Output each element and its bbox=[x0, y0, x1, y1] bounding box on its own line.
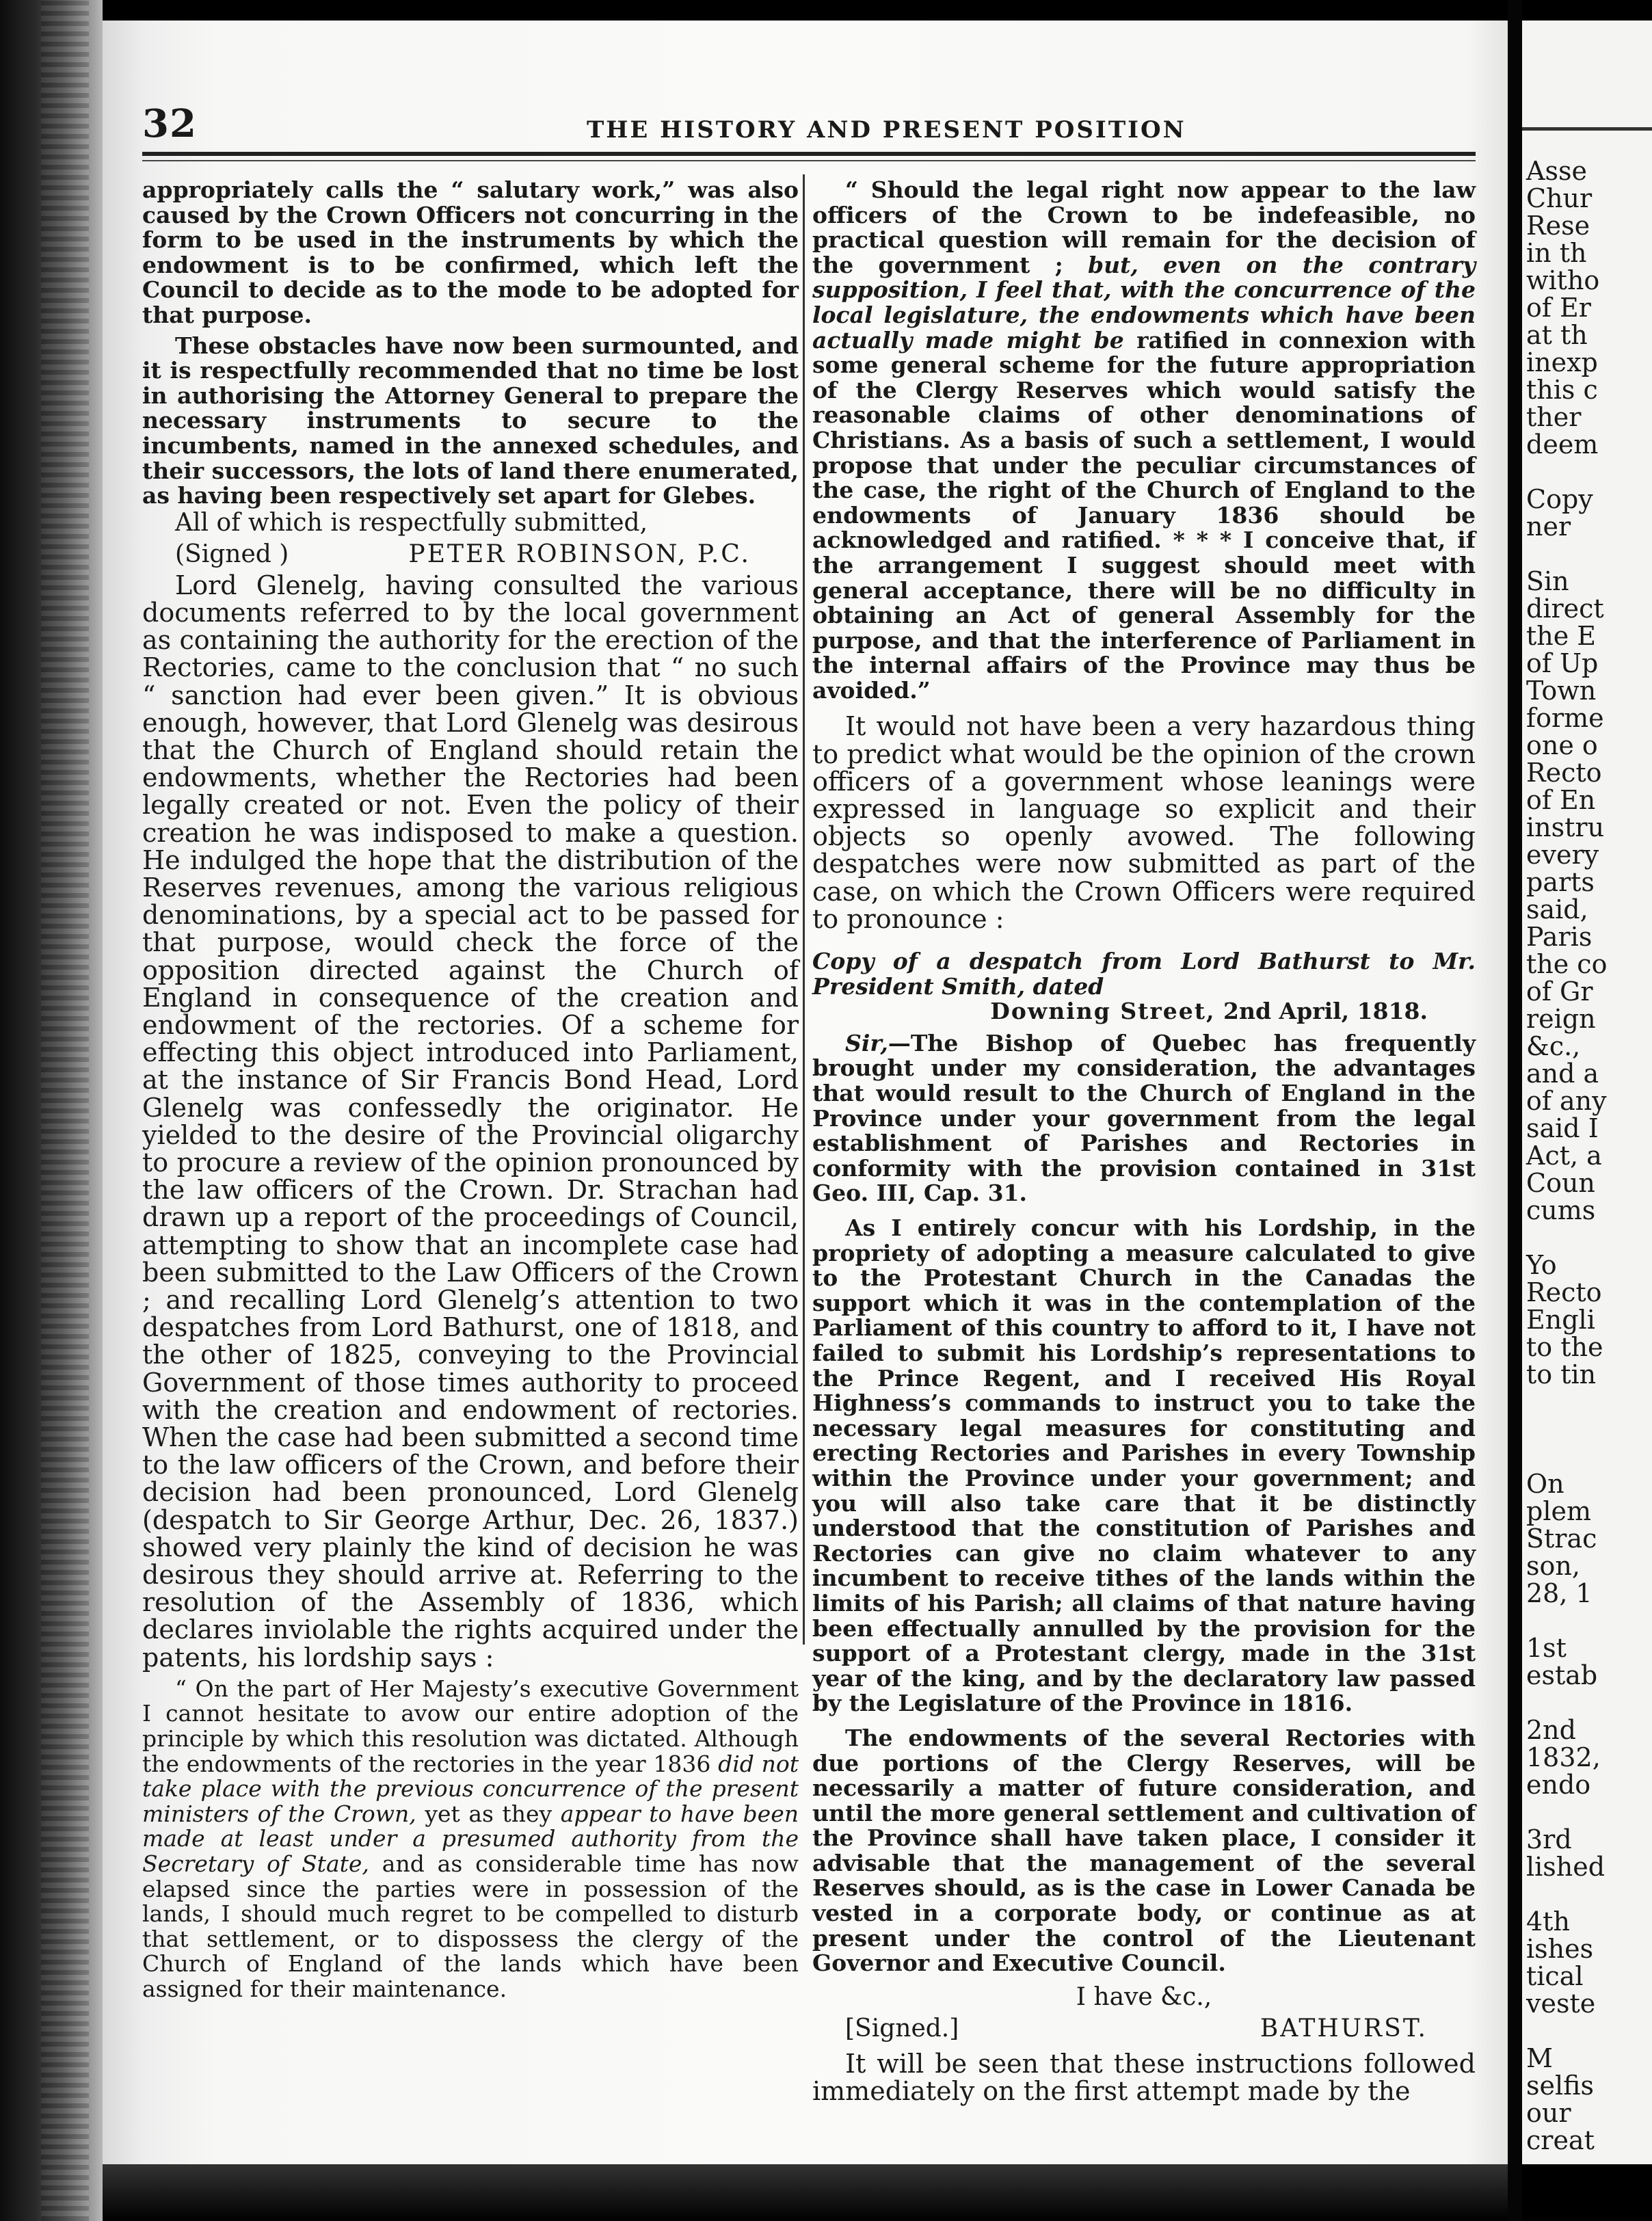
letter-signature-row bbox=[812, 2014, 1476, 2043]
letter-signatory: BATHURST. bbox=[1260, 2014, 1428, 2043]
next-page-line: Yo bbox=[1526, 1250, 1557, 1280]
next-page-line: M bbox=[1526, 2043, 1553, 2073]
next-page-line: ner bbox=[1526, 511, 1571, 542]
next-page-line: 3rd bbox=[1526, 1824, 1572, 1854]
letter-closing: I have &c., bbox=[1076, 1982, 1212, 2011]
next-page-line: Recto bbox=[1526, 758, 1602, 788]
next-page-line bbox=[1526, 1443, 1652, 1470]
next-page-line: Paris bbox=[1526, 922, 1593, 952]
next-page-line bbox=[1526, 458, 1652, 486]
paragraph-hazardous: It would not have been a very hazardous thing to predict what would be the opinion of the crown officers of a government whose leanings were expressed in language so explicit and their objects so openly avowed. The following despatches were now submitted as part of the case, on which the Crown Officers were required to pronounce : bbox=[812, 711, 1476, 934]
dateline-place: Downing Street, bbox=[990, 998, 1216, 1025]
quote-italic: did not take place with the previous concurrence of the present ministers of the Crown, bbox=[142, 1750, 799, 1827]
quote-text: “ Should the legal right now appear to the law officers of the Crown to be indefeasible, no practical question will remain for the decision of the government ; bbox=[812, 176, 1476, 278]
paragraph-obstacles: These obstacles have now been surmounted, and it is respectfully recommended that no time be lost in authorising the Attorney General to prepare the necessary instruments to secure to the incumbents, named in the annexed schedules, and their successors, the lots of land there enumerated, as having been respectively set apart for Glebes. bbox=[142, 332, 799, 509]
header-rule-thin bbox=[142, 160, 1476, 161]
next-page-line: witho bbox=[1526, 265, 1600, 295]
next-page-line: 1st bbox=[1526, 1633, 1567, 1663]
dateline-date: 2nd April, 1818. bbox=[1223, 998, 1428, 1025]
letter-signed-label: [Signed.] bbox=[845, 2014, 959, 2043]
letter-salutation: Sir, bbox=[845, 1029, 888, 1056]
next-page-line: at th bbox=[1526, 320, 1588, 350]
next-page-line: reign bbox=[1526, 1004, 1596, 1034]
next-page-line: to the bbox=[1526, 1332, 1603, 1362]
next-page-line: Act, a bbox=[1526, 1141, 1602, 1171]
paragraph-instructions: It will be seen that these instructions followed immediately on the first attempt made by the bbox=[812, 2048, 1476, 2107]
next-page-line: tical bbox=[1526, 1961, 1584, 1991]
next-page-line: Copy bbox=[1526, 484, 1593, 514]
quotation-continued bbox=[812, 178, 1476, 703]
letter-paragraph-2: As I entirely concur with his Lordship, in the propriety of adopting a measure calculated to give to the Protestant Church in the Canadas the support which it was in the contemplation of the Parliament of this country to afford to it, I have not failed to submit his Lordship’s representations to the Prince Regent, and I received His Royal Highness’s commands to instruct you to take the necessary legal measures for constituting and erecting Rectories and Parishes in every Township within the Province under your government; and you will also take care that it be distinctly understood that the constitution of Parishes and Rectories can give no claim whatever to any incumbent to receive tithes of the lands within the limits of his Parish; all claims of that nature having been effectually annulled by the provision for the support of a Protestant clergy, made in the 31st year of the king, and by the declaratory law passed by the Legislature of the Province in 1816. bbox=[812, 1214, 1476, 1717]
letter-text: —The Bishop of Quebec has frequently brought under my consideration, the advantages that would result to the Church of England in the Province under your government from the legal establishment of Parishes and Rectories in conformity with the provision contained in 31st Geo. III, Cap. 31. bbox=[812, 1029, 1476, 1207]
next-page-line: said, bbox=[1526, 894, 1588, 925]
quote-italic: but, even on the contrary supposition, I feel that, with the concurrence of the local legislature, the endowments which have been actually made might be bbox=[812, 251, 1476, 354]
next-page-line: every bbox=[1526, 840, 1599, 870]
next-page-line: the E bbox=[1526, 621, 1597, 651]
next-page-rule bbox=[1522, 127, 1652, 131]
signed-label: (Signed ) bbox=[175, 540, 289, 568]
next-page-line: Coun bbox=[1526, 1168, 1595, 1198]
next-page-line: in th bbox=[1526, 238, 1587, 268]
next-page-line: plem bbox=[1526, 1496, 1591, 1526]
next-page-line: the co bbox=[1526, 949, 1608, 979]
next-page-line: endo bbox=[1526, 1770, 1591, 1800]
next-page-line: 2nd bbox=[1526, 1715, 1576, 1745]
letter-paragraph-1 bbox=[812, 1031, 1476, 1206]
letter-paragraph-3: The endowments of the several Rectories with due portions of the Clergy Reserves, will be necessarily a matter of future consideration, and until the more general settlement and cultivation of the Province shall have taken place, I consider it advisable that the management of the several Reserves should, as is the case in Lower Canada be vested in a corporate body, or continue as at present under the control of the Lieutenant Governor and Executive Council. bbox=[812, 1724, 1476, 1977]
next-page-line: Asse bbox=[1526, 156, 1587, 186]
next-page-line: our bbox=[1526, 2098, 1571, 2128]
next-page-line: of Gr bbox=[1526, 976, 1593, 1007]
next-page-line bbox=[1526, 1224, 1652, 1251]
right-column bbox=[812, 178, 1476, 2105]
quote-text: “ On the part of Her Majesty’s executive Government I cannot hesitate to avow our entire adoption of the principle by which this resolution was dictated. Although the endowments of the rectories in the year 1836 bbox=[142, 1675, 799, 1777]
next-page-line bbox=[1526, 1415, 1652, 1443]
page-number: 32 bbox=[142, 101, 197, 146]
book-page bbox=[103, 21, 1508, 2164]
next-page-line: deem bbox=[1526, 429, 1599, 460]
next-page-line: estab bbox=[1526, 1660, 1598, 1690]
submitted-line: All of which is respectfully submitted, bbox=[175, 508, 648, 537]
quote-text: yet as they bbox=[416, 1800, 561, 1827]
running-title: THE HISTORY AND PRESENT POSITION bbox=[587, 116, 1186, 144]
next-page-line: Rese bbox=[1526, 211, 1590, 241]
next-page-line: of Up bbox=[1526, 648, 1599, 678]
next-page-line: On bbox=[1526, 1469, 1564, 1499]
next-page-line bbox=[1526, 1607, 1652, 1634]
next-page-line: one o bbox=[1526, 730, 1598, 760]
next-page-line: son, bbox=[1526, 1551, 1580, 1581]
next-page-line: Engli bbox=[1526, 1305, 1595, 1335]
paragraph-continued: appropriately calls the “ salutary work,” was also caused by the Crown Officers not concurring in the form to be used in the instruments by which the endowment is to be confirmed, which left the Council to decide as to the mode to be adopted for that purpose. bbox=[142, 176, 799, 328]
signature-block bbox=[142, 509, 799, 569]
quotation-glenelg bbox=[142, 1677, 799, 2002]
left-column bbox=[142, 178, 799, 2002]
next-page-line: ishes bbox=[1526, 1934, 1594, 1964]
despatch-caption: Copy of a despatch from Lord Bathurst to Mr. President Smith, dated bbox=[812, 948, 1476, 1000]
next-page-line bbox=[1526, 1880, 1652, 1908]
next-page-line bbox=[1526, 1388, 1652, 1415]
next-page-text bbox=[1526, 157, 1652, 2154]
next-page-line: veste bbox=[1526, 1989, 1596, 2019]
quote-text: and as considerable time has now elapsed since the parties were in possession of the lands, I should much regret to be compelled to disturb that settlement, or to dispossess the clergy of the Church of England of the lands which have been assigned for their maintenance. bbox=[142, 1850, 799, 2002]
next-page-line: Recto bbox=[1526, 1277, 1602, 1307]
book-binding-shadow bbox=[0, 0, 103, 2221]
next-page-line: creat bbox=[1526, 2125, 1595, 2155]
next-page-line: said I bbox=[1526, 1113, 1599, 1143]
next-page-line: Chur bbox=[1526, 183, 1593, 213]
signatory-name: PETER ROBINSON, P.C. bbox=[408, 540, 751, 568]
column-divider bbox=[803, 174, 805, 1645]
next-page-line: 28, 1 bbox=[1526, 1578, 1593, 1608]
next-page-line: &c., bbox=[1526, 1031, 1581, 1061]
next-page-line: lished bbox=[1526, 1852, 1606, 1882]
next-page-line: of En bbox=[1526, 785, 1596, 815]
next-page-line: forme bbox=[1526, 703, 1604, 733]
next-page-line: cums bbox=[1526, 1195, 1596, 1225]
quote-text: ratified in connexion with some general scheme for the future appropriation of the Clergy Reserves which would satisfy the reasonable claims of other denominations of Christians. As a basis of such a settlement, I would propose that under the peculiar circumstances of the case, the right of the Church of England to the endowments of January 1836 should be acknowledged and ratified. * * * I conceive that, if the arrangement I suggest should meet with general acceptance, there will be no difficulty in obtaining an Act of general Assembly for the purpose, and that the interference of Parliament in the internal affairs of the Province may thus be avoided.” bbox=[812, 326, 1476, 704]
next-page-line: inexp bbox=[1526, 347, 1598, 377]
next-page-fragment bbox=[1522, 21, 1652, 2164]
next-page-line: instru bbox=[1526, 812, 1605, 842]
next-page-line: selfis bbox=[1526, 2071, 1594, 2101]
header-rule-thick bbox=[142, 152, 1476, 156]
next-page-line: 1832, bbox=[1526, 1742, 1601, 1772]
quote-italic: appear to have been made at least under a presumed authority from the Secretary of State, bbox=[142, 1800, 799, 1877]
next-page-line: Strac bbox=[1526, 1524, 1597, 1554]
bottom-edge-shadow bbox=[103, 2164, 1508, 2221]
next-page-line: this c bbox=[1526, 375, 1598, 405]
next-page-line bbox=[1526, 540, 1652, 568]
paragraph-glenelg: Lord Glenelg, having consulted the various documents referred to by the local government as containing the authority for the erection of the Rectories, came to the conclusion that “ no such “ sanction had ever been given.” It is obvious enough, however, that Lord Glenelg was desirous that the Church of England should retain the endowments, whether the Rectories had been legally created or not. Even the policy of their creation he was indisposed to make a question. He indulged the hope that the distribution of the Reserves revenues, among the various religious denominations, by a special act to be passed for that purpose, would check the force of the opposition directed against the Church of England in consequence of the creation and endowment of the rectories. Of a scheme for effecting this object introduced into Parliament, at the instance of Sir Francis Bond Head, Lord Glenelg was confessedly the originator. He yielded to the desire of the Provincial oligarchy to procure a review of the opinion pronounced by the law officers of the Crown. Dr. Strachan had drawn up a report of the proceedings of Council, attempting to show that an incomplete case had been submitted to the Law Officers of the Crown ; and recalling Lord Glenelg’s attention to two despatches from Lord Bathurst, one of 1818, and the other of 1825, conveying to the Provincial Government of those times authority to proceed with the creation and endowment of rectories. When the case had been submitted a second time to the law officers of the Crown, and before their decision had been pronounced, Lord Glenelg (despatch to Sir George Arthur, Dec. 26, 1837.) showed very plainly the kind of decision he was desirous they should arrive at. Referring to the resolution of the Assembly of 1836, which declares inviolable the rights acquired under the patents, his lordship says : bbox=[142, 570, 799, 1673]
next-page-line: of Er bbox=[1526, 293, 1591, 323]
page-gutter bbox=[1508, 0, 1522, 2221]
next-page-line: to tin bbox=[1526, 1359, 1597, 1389]
next-page-line: and a bbox=[1526, 1059, 1599, 1089]
binding-texture bbox=[41, 0, 89, 2221]
page-header bbox=[142, 101, 1476, 156]
next-page-line: parts bbox=[1526, 867, 1595, 897]
next-page-line: direct bbox=[1526, 594, 1604, 624]
signature-row bbox=[142, 540, 799, 569]
next-page-line bbox=[1526, 1798, 1652, 1826]
next-page-line: of any bbox=[1526, 1086, 1607, 1116]
next-page-line bbox=[1526, 1689, 1652, 1716]
next-page-line: Town bbox=[1526, 676, 1597, 706]
next-page-line: 4th bbox=[1526, 1906, 1570, 1937]
dateline bbox=[812, 999, 1476, 1024]
next-page-line: Sin bbox=[1526, 566, 1569, 596]
next-page-line bbox=[1526, 2017, 1652, 2045]
next-page-line: ther bbox=[1526, 402, 1582, 432]
